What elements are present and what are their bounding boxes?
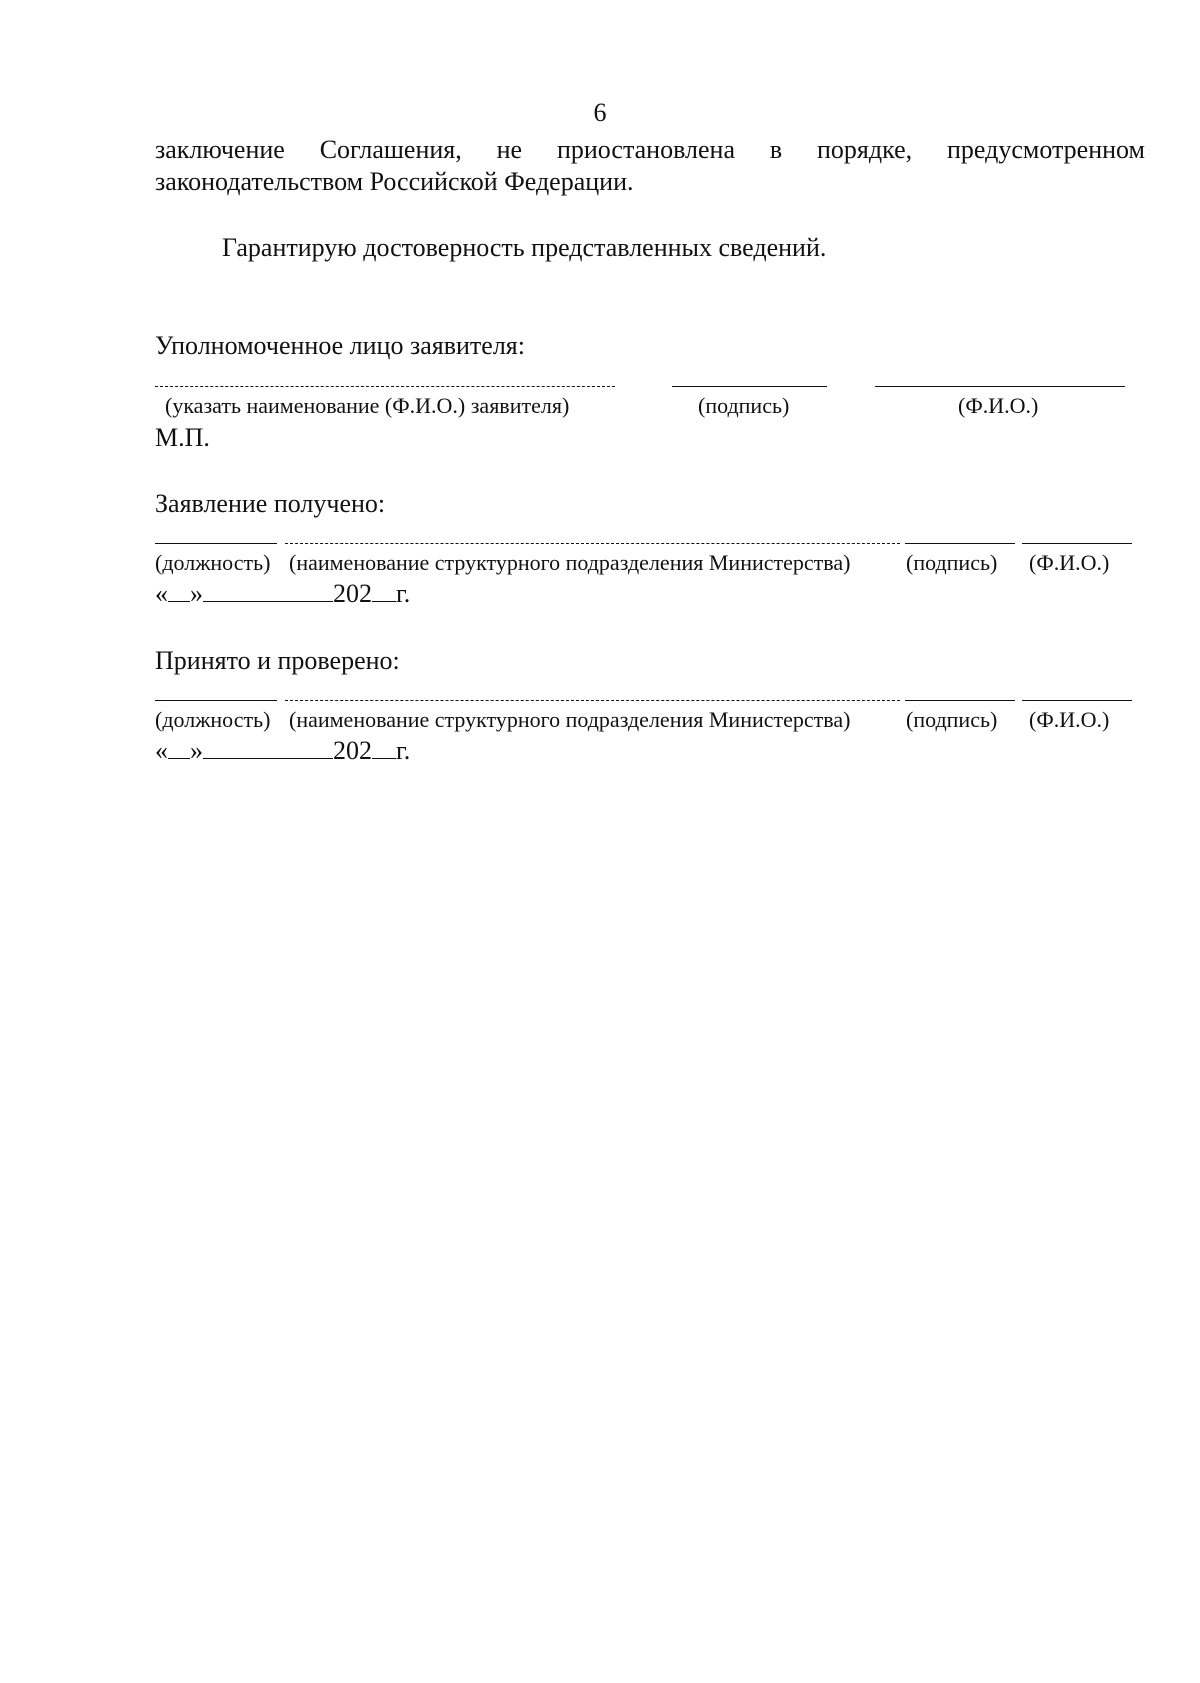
received-year: 202 <box>333 579 372 608</box>
received-position-caption: (должность) <box>155 550 271 575</box>
page-number: 6 <box>593 98 607 127</box>
checked-date-open-quote: « <box>155 736 168 765</box>
checked-month-blank <box>203 736 333 759</box>
applicant-signature-line <box>672 386 827 387</box>
checked-department-caption: (наименование структурного подразделения Министерства) <box>289 707 851 732</box>
received-date-close-quote: » <box>190 579 203 608</box>
intro-line-2: законодательством Российской Федерации. <box>155 167 634 196</box>
received-department-line <box>285 543 900 544</box>
guarantee-statement: Гарантирую достоверность представленных сведений. <box>222 233 827 262</box>
received-day-blank <box>168 579 190 602</box>
checked-date-close-quote: » <box>190 736 203 765</box>
received-month-blank <box>203 579 333 602</box>
checked-position-caption: (должность) <box>155 707 271 732</box>
received-year-suffix: г. <box>396 579 411 608</box>
applicant-signature-caption: (подпись) <box>698 393 790 418</box>
checked-fio-line <box>1022 700 1132 701</box>
checked-date <box>155 735 410 767</box>
stamp-label: М.П. <box>155 423 210 452</box>
applicant-fio-caption: (Ф.И.О.) <box>958 393 1039 418</box>
received-signature-caption: (подпись) <box>906 550 998 575</box>
applicant-fio-line <box>875 386 1125 387</box>
checked-year-suffix: г. <box>396 736 411 765</box>
checked-heading: Принято и проверено: <box>155 646 400 675</box>
checked-year: 202 <box>333 736 372 765</box>
received-date-open-quote: « <box>155 579 168 608</box>
checked-signature-line <box>905 700 1015 701</box>
received-department-caption: (наименование структурного подразделения Министерства) <box>289 550 851 575</box>
received-fio-caption: (Ф.И.О.) <box>1029 550 1110 575</box>
received-heading: Заявление получено: <box>155 489 386 518</box>
checked-signature-caption: (подпись) <box>906 707 998 732</box>
received-signature-line <box>905 543 1015 544</box>
applicant-name-line <box>155 386 615 387</box>
checked-fio-caption: (Ф.И.О.) <box>1029 707 1110 732</box>
intro-line-1: заключение Соглашения, не приостановлена в порядке, предусмотренном <box>155 135 1145 164</box>
received-fio-line <box>1022 543 1132 544</box>
checked-year-blank <box>372 736 396 759</box>
checked-position-line <box>155 700 277 701</box>
checked-department-line <box>285 700 900 701</box>
received-year-blank <box>372 579 396 602</box>
applicant-name-caption: (указать наименование (Ф.И.О.) заявителя) <box>165 393 570 418</box>
received-date <box>155 578 410 610</box>
applicant-heading: Уполномоченное лицо заявителя: <box>155 331 525 360</box>
received-position-line <box>155 543 277 544</box>
checked-day-blank <box>168 736 190 759</box>
